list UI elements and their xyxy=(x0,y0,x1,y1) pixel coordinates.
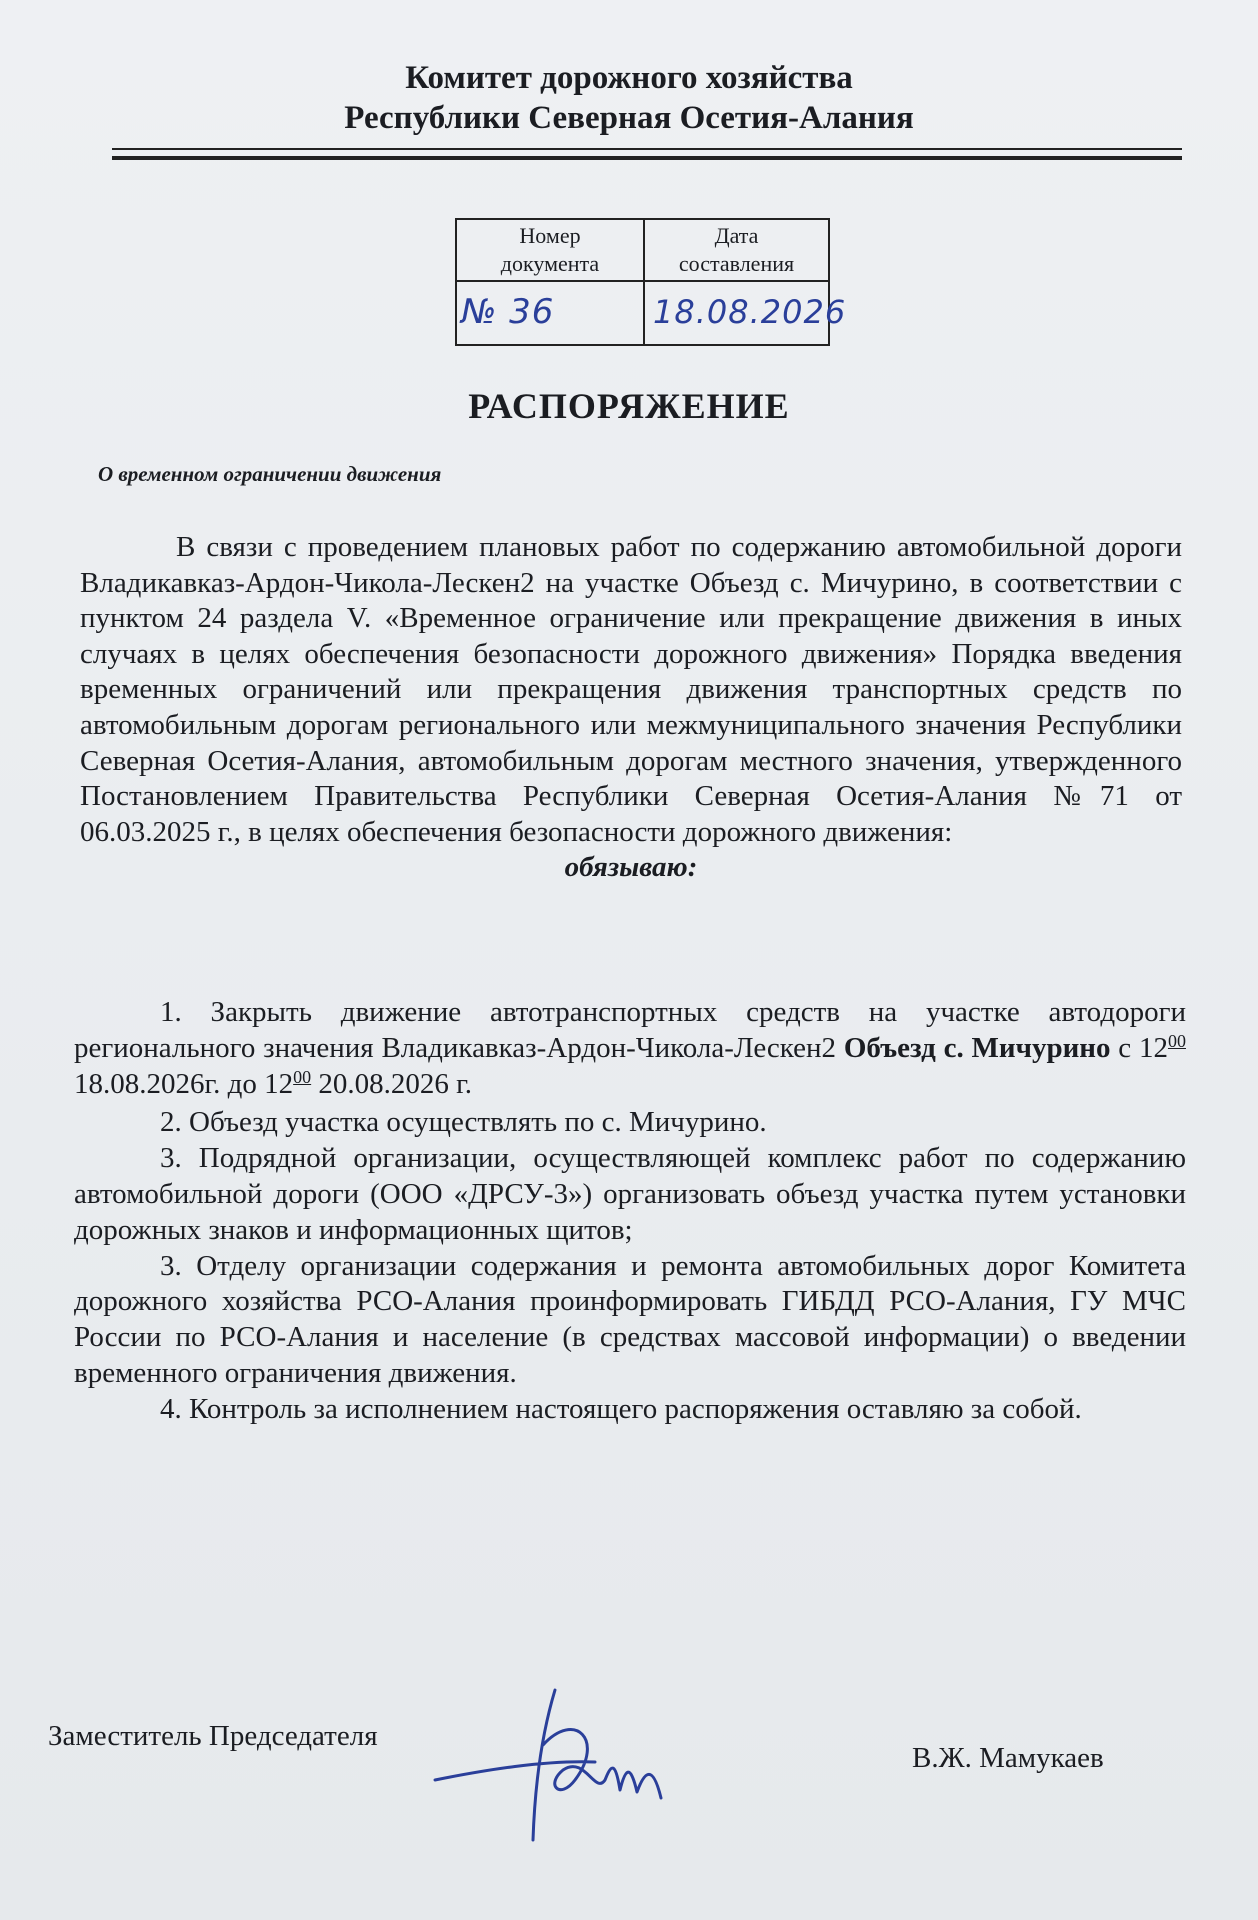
header-rule-thin xyxy=(112,148,1182,150)
order-item-3: 3. Подрядной организации, осуществляющей комплекс работ по содержанию автомобильной дороги (ООО «ДРСУ-3») организовать объезд участка путем установки дорожных знаков и информационных щитов; xyxy=(74,1142,1186,1246)
org-name-line1: Комитет дорожного хозяйства xyxy=(405,60,853,96)
document-title: РАСПОРЯЖЕНИЕ xyxy=(468,386,790,426)
doc-date-header: Дата составления xyxy=(678,223,795,276)
signer-name: В.Ж. Мамукаев xyxy=(912,1742,1104,1774)
document-subject: О временном ограничении движения xyxy=(98,462,442,486)
order-items xyxy=(74,995,1186,1428)
order-item-4: 4. Контроль за исполнением настоящего распоряжения оставляю за собой. xyxy=(160,1392,1082,1425)
preamble-text: В связи с проведением плановых работ по содержанию автомобильной дороги Владикавказ-Ардон-Чикола-Лескен2 на участке Объезд с. Мичурино, в соответствии с пунктом 24 раздела V. «Временное ограничение или прекращение движения в иных случаях в целях обеспечения безопасности дорожного движения» Порядка введения временных ограничений или прекращения движения транспортных средств по автомобильным дорогам регионального или межмуниципального значения Республики Северная Осетия-Алания, автомобильным дорогам местного значения, утвержденного Постановлением Правительства Республики Северная Осетия-Алания №71 от 06.03.2025 г., в целях обеспечения безопасности дорожного движения: xyxy=(80,531,1182,848)
signature-mark xyxy=(425,1670,725,1850)
doc-number-value: № 36 xyxy=(461,292,555,332)
doc-number-header: Номер документа xyxy=(500,223,600,276)
signer-position: Заместитель Председателя xyxy=(48,1720,378,1752)
obligation-word: обязываю: xyxy=(564,851,698,884)
order-item-3b: 3. Отделу организации содержания и ремонта автомобильных дорог Комитета дорожного хозяйства РСО-Алания проинформировать ГИБДД РСО-Алания, ГУ МЧС России по РСО-Алания и население (в средствах массовой информации) о введении временного ограничения движения. xyxy=(74,1249,1186,1389)
registration-table xyxy=(455,218,847,346)
order-item-2: 2. Объезд участка осуществлять по с. Мичурино. xyxy=(160,1106,767,1139)
org-name-line2: Республики Северная Осетия-Алания xyxy=(344,100,914,136)
header-rule-thick xyxy=(112,156,1182,160)
document-preamble xyxy=(80,530,1182,886)
doc-date-value: 18.08.2026 xyxy=(653,293,847,331)
order-item-1: 1. Закрыть движение автотранспортных средств на участке автодороги регионального значения Владикавказ-Ардон-Чикола-Лескен2 Объезд с. Мичурино с $12^{00}$ 18.08.2026г. до $12^{00}$ 20.08.2026 г. xyxy=(74,996,1186,1100)
